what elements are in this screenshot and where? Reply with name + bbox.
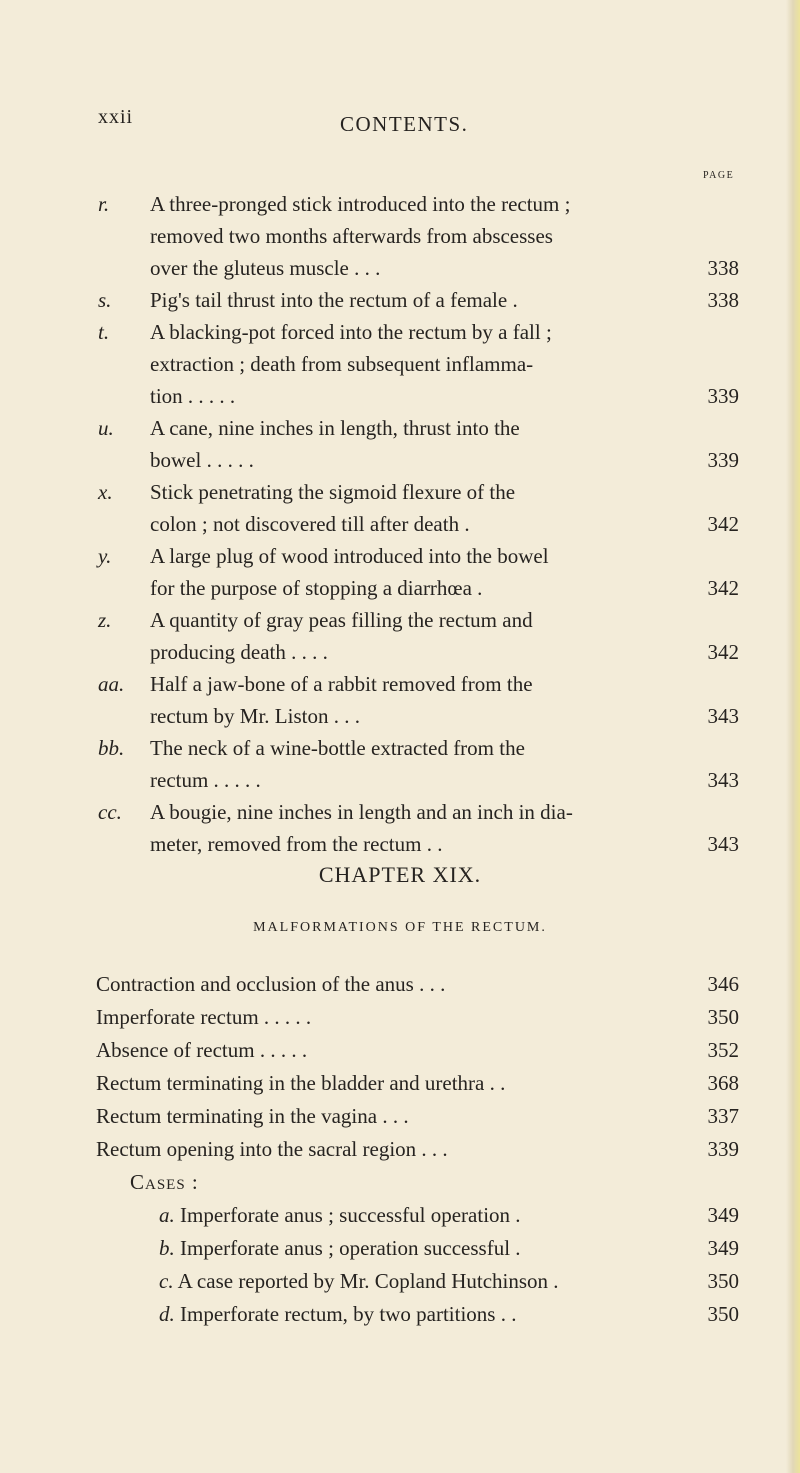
entry-marker: s. <box>98 288 112 312</box>
entry-line: Stick penetrating the sigmoid flexure of the <box>150 480 516 504</box>
case-entries <box>0 188 800 860</box>
chapter-subheading: MALFORMATIONS OF THE RECTUM. <box>253 920 547 935</box>
entry-page-number: 343 <box>707 832 739 856</box>
entry-page-number: 342 <box>707 640 739 664</box>
entry-u <box>0 412 800 476</box>
entry-cc <box>0 796 800 860</box>
entry-marker: t. <box>98 320 110 344</box>
contents-page-number: 337 <box>707 1104 739 1128</box>
entry-y <box>0 540 800 604</box>
case-letter: a. <box>159 1203 175 1227</box>
entry-marker: x. <box>98 480 113 504</box>
cases-heading <box>0 1166 800 1199</box>
entry-line: The neck of a wine-bottle extracted from the <box>150 736 525 760</box>
contents-row <box>0 1067 800 1100</box>
entry-line: Half a jaw-bone of a rabbit removed from the <box>150 672 533 696</box>
entry-page-number: 342 <box>707 512 739 536</box>
entry-t <box>0 316 800 412</box>
entry-marker: u. <box>98 416 114 440</box>
page-column-label: PAGE <box>703 170 735 181</box>
entry-s <box>0 284 800 316</box>
entry-marker: z. <box>98 608 112 632</box>
entry-x <box>0 476 800 540</box>
entry-page-number: 343 <box>707 704 739 728</box>
entry-marker: aa. <box>98 672 125 696</box>
case-letter: b. <box>159 1236 175 1260</box>
entry-line: colon ; not discovered till after death . <box>150 512 470 536</box>
contents-page-number: 339 <box>707 1137 739 1161</box>
entry-z <box>0 604 800 668</box>
entry-line: bowel . . . . . <box>150 448 254 472</box>
contents-label: Rectum terminating in the vagina . . . <box>96 1104 409 1128</box>
entry-bb <box>0 732 800 796</box>
entry-page-number: 339 <box>707 448 739 472</box>
contents-row <box>0 1133 800 1166</box>
contents-row <box>0 968 800 1001</box>
entry-line: tion . . . . . <box>150 384 236 408</box>
entry-page-number: 339 <box>707 384 739 408</box>
contents-label: Imperforate rectum . . . . . <box>96 1005 312 1029</box>
case-row <box>0 1232 800 1265</box>
contents-row <box>0 1034 800 1067</box>
entry-page-number: 338 <box>707 288 739 312</box>
entry-marker: y. <box>98 544 112 568</box>
case-page-number: 349 <box>707 1236 739 1260</box>
entry-line: A cane, nine inches in length, thrust into the <box>150 416 520 440</box>
case-label: Imperforate rectum, by two partitions . . <box>180 1302 517 1326</box>
entry-marker: bb. <box>98 736 125 760</box>
entry-marker: r. <box>98 192 110 216</box>
case-letter: d. <box>159 1302 175 1326</box>
case-page-number: 349 <box>707 1203 739 1227</box>
case-row <box>0 1199 800 1232</box>
entry-line: A three-pronged stick introduced into the rectum ; <box>150 192 571 216</box>
contents-label: Rectum opening into the sacral region . . . <box>96 1137 448 1161</box>
contents-label: Rectum terminating in the bladder and urethra . . <box>96 1071 506 1095</box>
case-label: Imperforate anus ; successful operation . <box>180 1203 521 1227</box>
entry-line: A blacking-pot forced into the rectum by a fall ; <box>150 320 552 344</box>
entry-page-number: 342 <box>707 576 739 600</box>
contents-label: Absence of rectum . . . . . <box>96 1038 308 1062</box>
entry-line: A large plug of wood introduced into the bowel <box>150 544 549 568</box>
contents-label: Contraction and occlusion of the anus . . . <box>96 972 446 996</box>
entry-marker: cc. <box>98 800 122 824</box>
case-label: Imperforate anus ; operation successful . <box>180 1236 521 1260</box>
cases-label: Cases : <box>130 1170 199 1194</box>
contents-page-number: 368 <box>707 1071 739 1095</box>
entry-line: over the gluteus muscle . . . <box>150 256 381 280</box>
entry-line: rectum . . . . . <box>150 768 261 792</box>
entry-line: producing death . . . . <box>150 640 328 664</box>
case-row <box>0 1265 800 1298</box>
entry-page-number: 343 <box>707 768 739 792</box>
entry-line: rectum by Mr. Liston . . . <box>150 704 360 728</box>
entry-line: A quantity of gray peas filling the rectum and <box>150 608 533 632</box>
running-head <box>0 106 800 136</box>
case-page-number: 350 <box>707 1302 739 1326</box>
entry-r <box>0 188 800 284</box>
running-title: CONTENTS. <box>340 112 469 136</box>
case-row <box>0 1298 800 1331</box>
contents-page-number: 346 <box>707 972 739 996</box>
contents-row <box>0 1100 800 1133</box>
entry-line: for the purpose of stopping a diarrhœa . <box>150 576 483 600</box>
entry-line: A bougie, nine inches in length and an inch in dia- <box>150 800 573 824</box>
case-label: A case reported by Mr. Copland Hutchinson . <box>177 1269 559 1293</box>
contents-page-number: 350 <box>707 1005 739 1029</box>
case-letter: c. <box>159 1269 174 1293</box>
entry-page-number: 338 <box>707 256 739 280</box>
page-folio: xxii <box>98 106 134 128</box>
entry-line: removed two months afterwards from abscesses <box>150 224 553 248</box>
case-page-number: 350 <box>707 1269 739 1293</box>
entry-aa <box>0 668 800 732</box>
contents-page-number: 352 <box>707 1038 739 1062</box>
contents-row <box>0 1001 800 1034</box>
entry-line: Pig's tail thrust into the rectum of a female . <box>150 288 518 312</box>
entry-line: extraction ; death from subsequent inflamma- <box>150 352 534 376</box>
chapter-heading: CHAPTER XIX. <box>318 862 482 887</box>
chapter-contents <box>0 968 800 1331</box>
entry-line: meter, removed from the rectum . . <box>150 832 443 856</box>
